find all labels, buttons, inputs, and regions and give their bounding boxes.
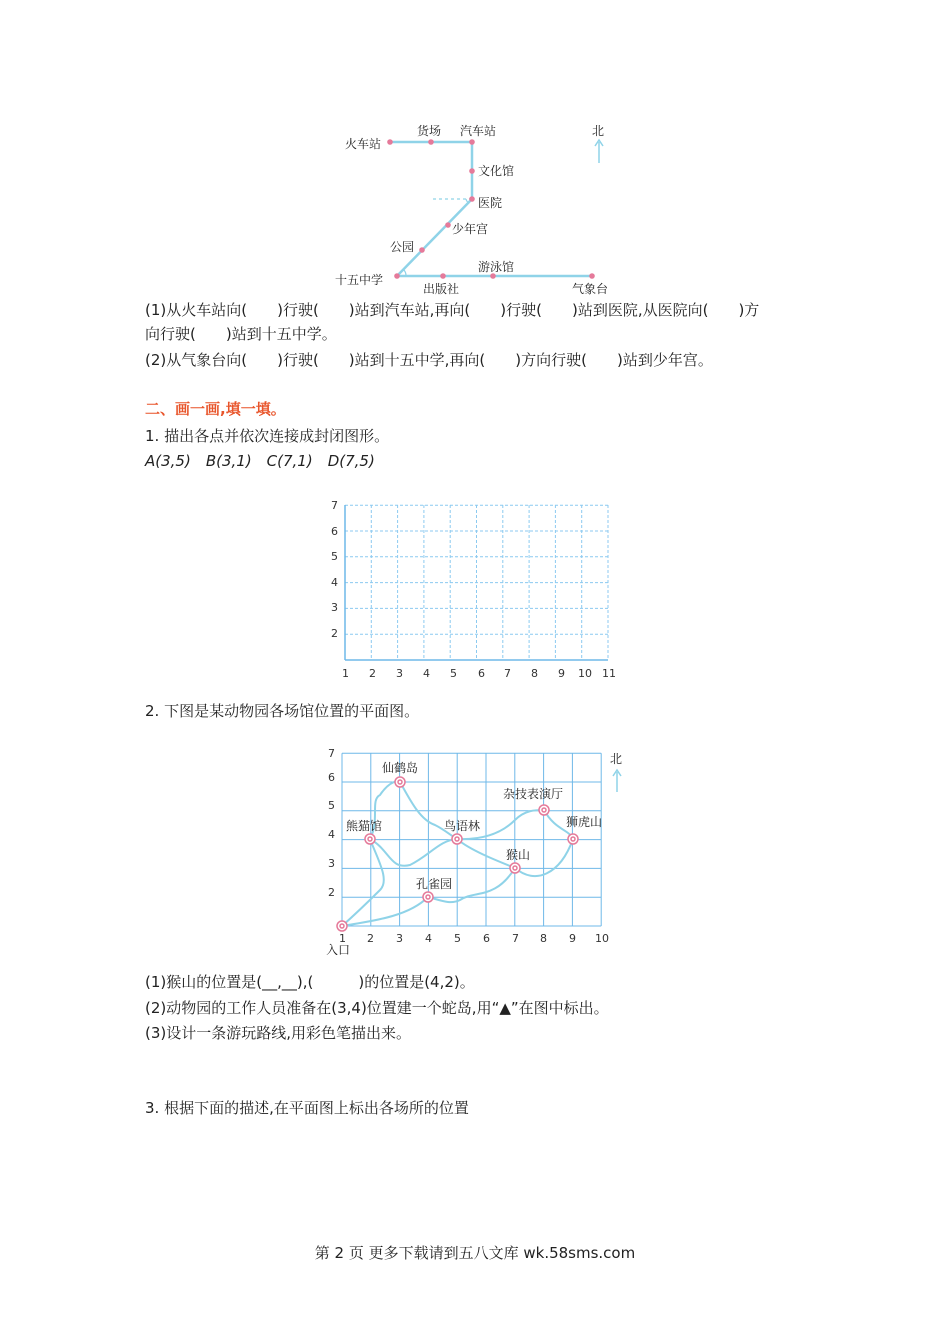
y-label: 3 [328,857,335,870]
x-label: 2 [369,667,376,680]
q1-part1-line2: 向行驶( )站到十五中学。 [145,325,337,343]
crane-island-marker [395,777,405,787]
label-acrobatics-hall: 杂技表演厅 [503,787,564,801]
label-hospital: 医院 [478,196,503,210]
label-swimming-hall: 游泳馆 [478,260,515,274]
item2-q1: (1)猴山的位置是(__,__),( )的位置是(4,2)。 [145,973,475,991]
y-label: 3 [331,601,338,614]
x-label: 9 [569,932,576,945]
item1-title: 1. 描出各点并依次连接成封闭图形。 [145,427,390,445]
y-label: 2 [331,627,338,640]
stop-weather-station [589,273,595,279]
item2-title: 2. 下图是某动物园各场馆位置的平面图。 [145,702,420,720]
x-label: 3 [396,932,403,945]
label-park: 公园 [390,240,415,254]
label-freight-yard: 货场 [417,124,442,138]
q1-part2: (2)从气象台向( )行驶( )站到十五中学,再向( )方向行驶( )站到少年宫。 [145,351,713,369]
label-panda-house: 熊猫馆 [346,819,383,833]
label-peacock-garden: 孔雀园 [416,877,453,891]
label-bird-forest: 鸟语林 [444,819,481,833]
x-label: 7 [512,932,519,945]
x-label: 3 [396,667,403,680]
stop-freight-yard [428,139,434,145]
label-monkey-hill: 猴山 [506,848,531,862]
x-label: 5 [454,932,461,945]
north-label: 北 [592,124,605,138]
item3-title: 3. 根据下面的描述,在平面图上标出各场所的位置 [145,1099,469,1117]
label-entrance: 入口 [326,943,351,955]
label-weather-station: 气象台 [572,282,609,296]
stop-park [419,247,425,253]
label-culture-hall: 文化馆 [478,164,515,178]
y-label: 4 [328,828,335,841]
stop-bus-station [469,139,475,145]
x-label: 1 [339,932,346,945]
north-arrow-icon [613,770,621,792]
monkey-hill-marker [510,863,520,873]
stop-train-station [387,139,393,145]
acrobatics-hall-marker [539,805,549,815]
x-label: 8 [531,667,538,680]
label-crane-island: 仙鹤岛 [382,761,419,775]
x-label: 6 [483,932,490,945]
bird-forest-marker [452,834,462,844]
label-tiger-hill: 狮虎山 [566,815,603,829]
y-label: 6 [328,771,335,784]
y-label: 6 [331,525,338,538]
x-label: 7 [504,667,511,680]
q1-part1-line1: (1)从火车站向( )行驶( )站到汽车站,再向( )行驶( )站到医院,从医院向( )方 [145,301,760,319]
zoo-map [320,740,640,955]
stop-school15 [394,273,400,279]
y-label: 7 [331,499,338,512]
stop-publisher [440,273,446,279]
stop-hospital [469,196,475,202]
stop-youth-palace [445,222,451,228]
stop-swimming-hall [490,273,496,279]
section2-title: 二、画一画,填一填。 [145,400,286,418]
x-label: 10 [595,932,609,945]
y-label: 2 [328,886,335,899]
item2-q2: (2)动物园的工作人员准备在(3,4)位置建一个蛇岛,用“▲”在图中标出。 [145,999,609,1017]
x-label: 11 [602,667,616,680]
y-label: 7 [328,747,335,760]
entrance-marker [337,921,347,931]
route-map [320,115,640,300]
x-label: 6 [478,667,485,680]
label-school15: 十五中学 [335,273,384,287]
page-footer: 第 2 页 更多下载请到五八文库 wk.58sms.com [314,1244,636,1262]
label-publisher: 出版社 [423,282,460,296]
label-youth-palace: 少年宫 [452,222,489,236]
x-label: 2 [367,932,374,945]
x-label: 1 [342,667,349,680]
y-label: 5 [331,550,338,563]
north-label: 北 [610,752,623,766]
tiger-hill-marker [568,834,578,844]
stop-culture-hall [469,168,475,174]
item1-points: A(3,5) B(3,1) C(7,1) D(7,5) [145,452,375,470]
y-label: 5 [328,799,335,812]
item2-q3: (3)设计一条游玩路线,用彩色笔描出来。 [145,1024,412,1042]
x-label: 9 [558,667,565,680]
panda-house-marker [365,834,375,844]
x-label: 8 [540,932,547,945]
y-label: 4 [331,576,338,589]
x-label: 10 [578,667,592,680]
north-arrow-icon [595,140,603,163]
peacock-garden-marker [423,892,433,902]
x-label: 4 [423,667,430,680]
coordinate-grid [320,490,630,685]
label-bus-station: 汽车站 [460,124,497,138]
x-label: 5 [450,667,457,680]
x-label: 4 [425,932,432,945]
label-train-station: 火车站 [345,137,382,151]
